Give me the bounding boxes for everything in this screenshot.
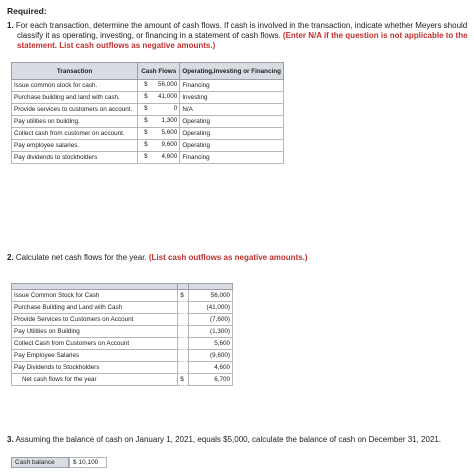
activity-select[interactable]: Investing [180, 92, 284, 104]
net-cash-row [12, 326, 233, 338]
transaction-cell: Pay utilities on building. [12, 116, 138, 128]
header-transaction: Transaction [12, 63, 138, 80]
net-cash-total-value[interactable]: 6,700 [189, 374, 233, 386]
transaction-row [12, 104, 284, 116]
question-2-text: Calculate net cash flows for the year. [15, 253, 147, 262]
cash-flow-input[interactable] [138, 104, 180, 116]
header-cash-flows: Cash Flows [138, 63, 180, 80]
transaction-row [12, 140, 284, 152]
cash-flow-input[interactable] [138, 80, 180, 92]
question-1 [7, 21, 467, 32]
dollar-sign: $ [178, 374, 189, 386]
net-cash-label-input[interactable]: Provide Services to Customers on Account [12, 314, 178, 326]
dollar-sign: $ [144, 105, 148, 112]
question-1-instruction-red1: (Enter N/A if the question is not applicable to the [282, 31, 468, 40]
transaction-cell: Pay dividends to stockholders [12, 152, 138, 164]
dollar-sign [178, 350, 189, 362]
transaction-cell: Issue common stock for cash. [12, 80, 138, 92]
cash-flow-input[interactable] [138, 140, 180, 152]
net-cash-value-input[interactable]: 4,600 [189, 362, 233, 374]
transactions-table-header [12, 63, 284, 80]
question-3-number: 3. [7, 435, 14, 444]
net-cash-value-input[interactable]: (7,600) [189, 314, 233, 326]
cash-flow-value: 1,300 [161, 117, 178, 124]
activity-select[interactable]: Operating [180, 116, 284, 128]
net-cash-row [12, 362, 233, 374]
transaction-cell: Provide services to customers on account. [12, 104, 138, 116]
transaction-row [12, 128, 284, 140]
dollar-sign: $ [144, 93, 148, 100]
cash-balance-label: Cash balance [11, 457, 69, 468]
net-cash-value-input[interactable]: 56,000 [189, 290, 233, 302]
question-2-number: 2. [7, 253, 14, 262]
dollar-sign: $ [144, 117, 148, 124]
net-cash-label-input[interactable]: Pay Utilities on Building [12, 326, 178, 338]
transaction-cell: Purchase building and land with cash. [12, 92, 138, 104]
question-1-line1: For each transaction, determine the amount of cash flows. If cash is involved in the transaction, indicate whether Meyers should [15, 21, 468, 30]
cash-flow-value: 4,600 [161, 153, 178, 160]
required-heading: Required: [7, 6, 47, 16]
dollar-sign: $ [144, 153, 148, 160]
activity-select[interactable]: N/A [180, 104, 284, 116]
cash-flow-value: 5,600 [161, 129, 178, 136]
net-cash-value-input[interactable]: 5,600 [189, 338, 233, 350]
net-cash-row [12, 350, 233, 362]
net-cash-total-row [12, 374, 233, 386]
transaction-row [12, 92, 284, 104]
dollar-sign [178, 314, 189, 326]
cash-flow-input[interactable] [138, 152, 180, 164]
net-cash-row [12, 338, 233, 350]
dollar-sign: $ [144, 129, 148, 136]
net-cash-label-input[interactable]: Purchase Building and Land with Cash [12, 302, 178, 314]
net-cash-row [12, 290, 233, 302]
question-3-text: Assuming the balance of cash on January 1, 2021, equals $5,000, calculate the balance of cash on December 31, 2021. [15, 435, 442, 444]
cash-flow-input[interactable] [138, 116, 180, 128]
cash-flow-input[interactable] [138, 92, 180, 104]
cash-flow-value: 0 [173, 105, 178, 112]
transaction-cell: Collect cash from customer on account. [12, 128, 138, 140]
transactions-table [11, 62, 284, 164]
question-1-cont [17, 31, 468, 42]
net-cash-label-input[interactable]: Issue Common Stock for Cash [12, 290, 178, 302]
dollar-sign [178, 302, 189, 314]
activity-select[interactable]: Financing [180, 152, 284, 164]
dollar-sign: $ [144, 81, 148, 88]
cash-flow-value: 56,000 [158, 81, 178, 88]
transaction-row [12, 152, 284, 164]
cash-flow-value: 9,600 [161, 141, 178, 148]
question-2-instruction: (List cash outflows as negative amounts.) [148, 253, 308, 262]
net-cash-table [11, 283, 233, 386]
net-cash-row [12, 314, 233, 326]
net-cash-label-input[interactable]: Pay Employee Salaries [12, 350, 178, 362]
dollar-sign [178, 338, 189, 350]
net-cash-label-input[interactable]: Pay Dividends to Stockholders [12, 362, 178, 374]
cash-flow-value: 41,000 [158, 93, 178, 100]
net-cash-value-input[interactable]: (9,600) [189, 350, 233, 362]
activity-select[interactable]: Operating [180, 128, 284, 140]
activity-select[interactable]: Financing [180, 80, 284, 92]
dollar-sign: $ [144, 141, 148, 148]
dollar-sign: $ [178, 290, 189, 302]
transaction-cell: Pay employee salaries. [12, 140, 138, 152]
cash-flow-input[interactable] [138, 128, 180, 140]
net-cash-value-input[interactable]: (1,300) [189, 326, 233, 338]
dollar-sign [178, 326, 189, 338]
dollar-sign [178, 362, 189, 374]
net-cash-label-input[interactable]: Collect Cash from Customers on Account [12, 338, 178, 350]
net-cash-value-input[interactable]: (41,000) [189, 302, 233, 314]
question-2 [7, 253, 308, 264]
header-activity: Operating,Investing or Financing [180, 63, 284, 80]
net-cash-total-label: Net cash flows for the year [12, 374, 178, 386]
net-cash-row [12, 302, 233, 314]
question-1-instruction-red2: statement. List cash outflows as negative amounts.) [17, 41, 216, 50]
cash-balance-input[interactable]: $ 10,100 [69, 457, 107, 468]
question-1-line2: classify it as operating, investing, or financing in a statement of cash flows. [17, 31, 281, 40]
transaction-row [12, 80, 284, 92]
question-3 [7, 435, 441, 446]
activity-select[interactable]: Operating [180, 140, 284, 152]
question-1-number: 1. [7, 21, 14, 30]
transaction-row [12, 116, 284, 128]
